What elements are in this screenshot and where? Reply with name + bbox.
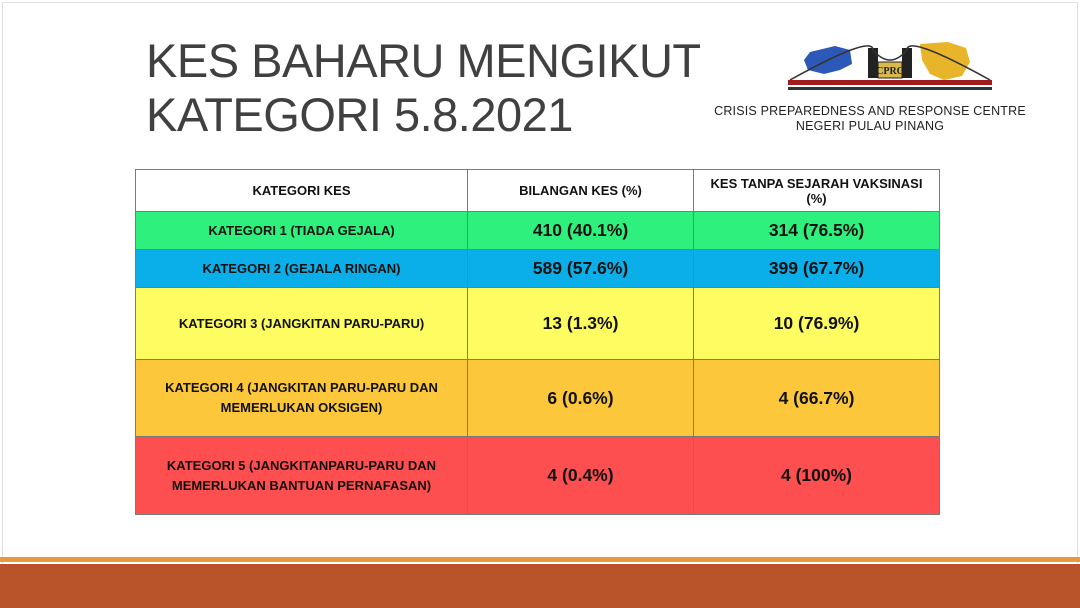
slide-title: [146, 34, 701, 142]
cases-cell: 589 (57.6%): [468, 250, 694, 288]
header-unvaccinated: KES TANPA SEJARAH VAKSINASI (%): [694, 170, 940, 212]
header-category: KATEGORI KES: [136, 170, 468, 212]
org-line-1: CRISIS PREPAREDNESS AND RESPONSE CENTRE: [714, 104, 1026, 118]
logo-text: CPRC: [876, 66, 904, 77]
table-row: [136, 288, 940, 360]
unvaccinated-cell: 4 (66.7%): [694, 360, 940, 437]
title-line-1: KES BAHARU MENGIKUT: [146, 34, 701, 87]
header-cases: BILANGAN KES (%): [468, 170, 694, 212]
table-row: [136, 437, 940, 515]
category-cell: KATEGORI 5 (JANGKITANPARU-PARU DAN MEMERLUKAN BANTUAN PERNAFASAN): [136, 437, 468, 515]
unvaccinated-cell: 10 (76.9%): [694, 288, 940, 360]
category-cell: KATEGORI 2 (GEJALA RINGAN): [136, 250, 468, 288]
cases-cell: 6 (0.6%): [468, 360, 694, 437]
case-category-table: [135, 169, 940, 515]
unvaccinated-cell: 4 (100%): [694, 437, 940, 515]
unvaccinated-cell: 399 (67.7%): [694, 250, 940, 288]
cases-cell: 13 (1.3%): [468, 288, 694, 360]
table-row: [136, 360, 940, 437]
category-cell: KATEGORI 1 (TIADA GEJALA): [136, 212, 468, 250]
cases-cell: 4 (0.4%): [468, 437, 694, 515]
organization-name: [700, 104, 1040, 134]
footer-band: [0, 564, 1080, 608]
title-line-2: KATEGORI 5.8.2021: [146, 88, 573, 141]
footer-accent-line: [0, 557, 1080, 562]
cprc-logo: [780, 40, 1000, 100]
category-cell: KATEGORI 4 (JANGKITAN PARU-PARU DAN MEMERLUKAN OKSIGEN): [136, 360, 468, 437]
unvaccinated-cell: 314 (76.5%): [694, 212, 940, 250]
cases-cell: 410 (40.1%): [468, 212, 694, 250]
table-row: [136, 212, 940, 250]
table-row: [136, 250, 940, 288]
table-header-row: [136, 170, 940, 212]
org-line-2: NEGERI PULAU PINANG: [795, 119, 945, 133]
category-cell: KATEGORI 3 (JANGKITAN PARU-PARU): [136, 288, 468, 360]
